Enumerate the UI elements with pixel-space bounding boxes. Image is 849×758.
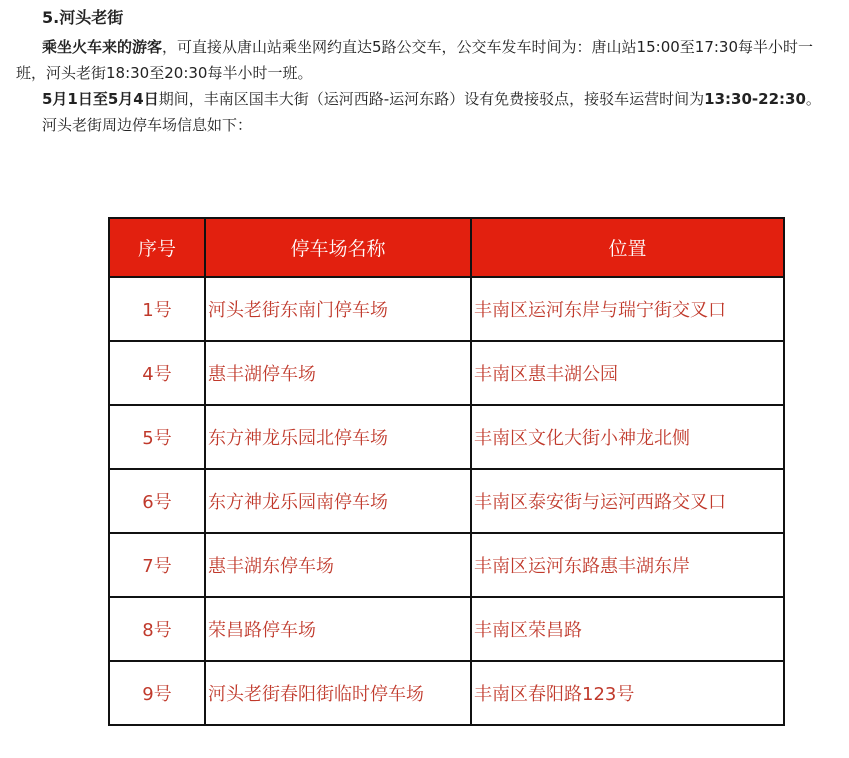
row-parking-name: 东方神龙乐园北停车场 [205,405,471,469]
table-row [109,661,784,725]
row-location: 丰南区运河东岸与瑞宁街交叉口 [471,277,784,341]
row-number: 8号 [109,597,205,661]
row-number: 1号 [109,277,205,341]
row-number: 6号 [109,469,205,533]
shuttle-period: 。 [805,90,821,108]
table-header-row [109,218,784,277]
shuttle-paragraph [16,86,842,112]
table-row [109,469,784,533]
table-row [109,405,784,469]
train-visitors-paragraph [16,34,842,86]
row-parking-name: 河头老街春阳街临时停车场 [205,661,471,725]
parking-table-wrapper [108,217,785,726]
row-parking-name: 惠丰湖停车场 [205,341,471,405]
header-number: 序号 [109,218,205,277]
train-visitors-text: ，可直接从唐山站乘坐网约直达5路公交车，公交车发车时间为：唐山站15:00至17:30每半小时一班，河头老街18:30至20:30每半小时一班。 [16,38,814,82]
row-location: 丰南区文化大街小神龙北侧 [471,405,784,469]
row-number: 4号 [109,341,205,405]
row-number: 9号 [109,661,205,725]
row-location: 丰南区惠丰湖公园 [471,341,784,405]
parking-intro: 河头老街周边停车场信息如下： [42,116,253,134]
row-parking-name: 河头老街东南门停车场 [205,277,471,341]
header-location: 位置 [471,218,784,277]
table-row [109,533,784,597]
row-parking-name: 惠丰湖东停车场 [205,533,471,597]
shuttle-text: 期间，丰南区国丰大街（运河西路-运河东路）设有免费接驳点，接驳车运营时间为 [158,90,705,108]
row-location: 丰南区春阳路123号 [471,661,784,725]
row-number: 5号 [109,405,205,469]
row-location: 丰南区泰安街与运河西路交叉口 [471,469,784,533]
shuttle-hours: 13:30-22:30 [704,90,806,108]
article-content [16,6,842,138]
row-location: 丰南区运河东路惠丰湖东岸 [471,533,784,597]
row-location: 丰南区荣昌路 [471,597,784,661]
table-row [109,341,784,405]
header-parking-name: 停车场名称 [205,218,471,277]
shuttle-date-range: 5月1日至5月4日 [42,90,159,108]
row-parking-name: 东方神龙乐园南停车场 [205,469,471,533]
table-row [109,277,784,341]
row-parking-name: 荣昌路停车场 [205,597,471,661]
row-number: 7号 [109,533,205,597]
section-title: 5.河头老街 [42,8,124,27]
table-row [109,597,784,661]
parking-table [108,217,785,726]
train-visitors-label: 乘坐火车来的游客 [42,38,163,56]
